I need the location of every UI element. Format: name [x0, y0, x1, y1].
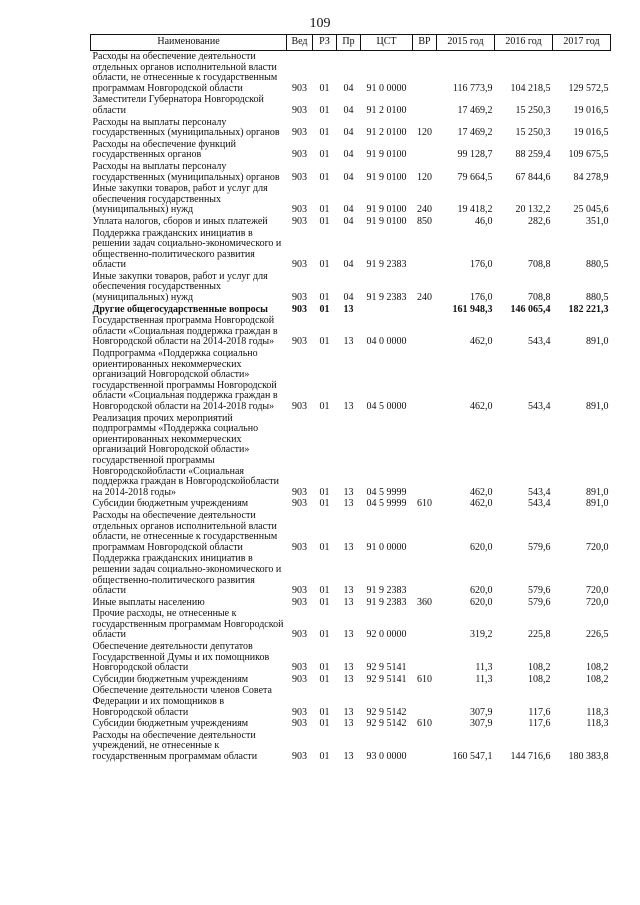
table-row	[91, 718, 611, 730]
ved-cell: 903	[292, 104, 307, 116]
cst-cell: 91 9 2383	[366, 596, 407, 608]
table-row	[91, 94, 611, 116]
table-row	[91, 315, 611, 348]
amount-2015-cell: 99 128,7	[457, 149, 493, 161]
amount-2017-cell: 25 045,6	[573, 204, 609, 216]
amount-2017-cell: 19 016,5	[573, 127, 609, 139]
ved-cell: 903	[292, 585, 307, 597]
amount-2016-cell: 117,6	[528, 718, 551, 730]
pr-cell: 04	[343, 127, 354, 139]
cst-cell: 93 0 0000	[366, 751, 407, 762]
pr-cell: 04	[343, 149, 354, 161]
amount-2017-cell: 880,5	[586, 292, 609, 304]
pr-cell: 04	[343, 82, 354, 94]
pr-cell: 13	[343, 706, 354, 718]
cst-cell: 04 5 9999	[366, 486, 407, 498]
amount-2015-cell: 462,0	[470, 336, 493, 348]
column-header-rz: РЗ	[313, 35, 337, 51]
name-cell: Государственная программа Новгородской области «Социальная поддержка граждан в Новгородской области на 2014-2018 годы»	[92, 315, 278, 348]
pr-cell: 13	[343, 629, 354, 641]
table-row	[91, 183, 611, 216]
amount-2016-cell: 579,6	[528, 541, 551, 553]
vr-cell: 120	[417, 127, 432, 139]
amount-2015-cell: 79 664,5	[457, 171, 493, 183]
amount-2017-cell: 84 278,9	[573, 171, 609, 183]
pr-cell: 04	[343, 204, 354, 216]
pr-cell: 13	[343, 751, 354, 762]
ved-cell: 903	[292, 149, 307, 161]
cst-cell: 91 0 0000	[366, 541, 407, 553]
cst-cell: 92 9 5142	[366, 706, 407, 718]
name-cell: Расходы на обеспечение деятельности отдельных органов исполнительной власти области, не отнесенные к государственным программам Новгородской области	[92, 51, 278, 94]
amount-2017-cell: 891,0	[586, 498, 609, 510]
cst-cell: 91 9 2383	[366, 585, 407, 597]
amount-2016-cell: 225,8	[528, 629, 551, 641]
pr-cell: 13	[343, 498, 354, 510]
cst-cell: 91 9 0100	[366, 149, 407, 161]
amount-2016-cell: 20 132,2	[515, 204, 551, 216]
pr-cell: 13	[343, 662, 354, 674]
amount-2015-cell: 11,3	[475, 662, 493, 674]
column-header-pr: Пр	[337, 35, 361, 51]
amount-2016-cell: 543,4	[528, 336, 551, 348]
vr-cell	[413, 641, 437, 674]
cst-cell: 92 9 5141	[366, 662, 407, 674]
rz-cell: 01	[319, 215, 330, 227]
amount-2017-cell: 891,0	[586, 486, 609, 498]
rz-cell: 01	[319, 82, 330, 94]
table-row	[91, 498, 611, 510]
amount-2016-cell: 282,6	[528, 215, 551, 227]
table-row	[91, 51, 611, 95]
name-cell: Расходы на обеспечение функций государственных органов	[92, 138, 236, 161]
vr-cell: 850	[417, 215, 432, 227]
ved-cell: 903	[292, 336, 307, 348]
vr-cell	[413, 51, 437, 95]
ved-cell: 903	[292, 215, 307, 227]
ved-cell: 903	[292, 204, 307, 216]
rz-cell: 01	[319, 585, 330, 597]
amount-2016-cell: 67 844,6	[515, 171, 551, 183]
amount-2015-cell: 116 773,9	[452, 82, 493, 94]
name-cell: Расходы на обеспечение деятельности учреждений, не отнесенные к государственным программам области	[92, 729, 258, 762]
amount-2017-cell: 720,0	[586, 596, 609, 608]
cst-cell: 91 9 2383	[366, 259, 407, 271]
amount-2015-cell: 176,0	[470, 292, 493, 304]
rz-cell: 01	[319, 292, 330, 304]
amount-2017-cell: 180 383,8	[568, 751, 609, 762]
vr-cell: 360	[417, 596, 432, 608]
vr-cell: 610	[417, 718, 432, 730]
ved-cell: 903	[292, 751, 307, 762]
table-row	[91, 139, 611, 161]
budget-table	[90, 34, 611, 763]
amount-2017-cell: 109 675,5	[568, 149, 609, 161]
rz-cell: 01	[319, 336, 330, 348]
name-cell: Расходы на выплаты персоналу государственных (муниципальных) органов	[92, 160, 280, 183]
ved-cell: 903	[292, 706, 307, 718]
rz-cell: 01	[319, 541, 330, 553]
amount-2015-cell: 462,0	[470, 401, 493, 412]
cst-cell: 91 2 0100	[366, 127, 407, 139]
cst-cell: 91 9 0100	[366, 204, 407, 216]
pr-cell: 04	[343, 215, 354, 227]
rz-cell: 01	[319, 673, 330, 685]
name-cell: Прочие расходы, не отнесенные к государственным программам Новгородской области	[92, 608, 284, 641]
amount-2017-cell: 118,3	[586, 718, 609, 730]
table-row	[91, 553, 611, 596]
amount-2015-cell: 17 469,2	[457, 104, 493, 116]
table-row	[91, 271, 611, 304]
column-header-2015: 2015 год	[437, 35, 495, 51]
vr-cell	[413, 94, 437, 116]
table-row	[91, 216, 611, 228]
table-row	[91, 641, 611, 674]
name-cell: Обеспечение деятельности депутатов Государственной Думы и их помощников Новгородской области	[92, 641, 270, 674]
name-cell: Расходы на выплаты персоналу государственных (муниципальных) органов	[92, 116, 280, 139]
ved-cell: 903	[292, 127, 307, 139]
table-row	[91, 597, 611, 609]
amount-2015-cell: 161 948,3	[452, 303, 493, 315]
table-header-row	[91, 35, 611, 51]
cst-cell: 92 9 5141	[366, 673, 407, 685]
cst-cell	[361, 304, 413, 316]
rz-cell: 01	[319, 706, 330, 718]
amount-2017-cell: 891,0	[586, 336, 609, 348]
page-number: 109	[309, 16, 331, 31]
vr-cell: 240	[417, 204, 432, 216]
cst-cell: 04 5 9999	[366, 498, 407, 510]
amount-2016-cell: 708,8	[528, 292, 551, 304]
amount-2015-cell: 11,3	[475, 673, 493, 685]
table-row	[91, 117, 611, 139]
amount-2015-cell: 462,0	[470, 498, 493, 510]
vr-cell	[413, 304, 437, 316]
ved-cell: 903	[292, 541, 307, 553]
amount-2016-cell: 543,4	[528, 498, 551, 510]
vr-cell: 120	[417, 171, 432, 183]
amount-2015-cell: 462,0	[470, 486, 493, 498]
name-cell: Иные закупки товаров, работ и услуг для обеспечения государственных (муниципальных) нужд	[92, 270, 268, 304]
cst-cell: 91 9 0100	[366, 171, 407, 183]
pr-cell: 13	[343, 336, 354, 348]
rz-cell: 01	[319, 662, 330, 674]
amount-2015-cell: 620,0	[470, 541, 493, 553]
vr-cell: 240	[417, 292, 432, 304]
table-row	[91, 730, 611, 763]
rz-cell: 01	[319, 401, 330, 412]
table-row	[91, 685, 611, 718]
table-row	[91, 413, 611, 499]
cst-cell: 91 9 2383	[366, 292, 407, 304]
column-header-cst: ЦСТ	[361, 35, 413, 51]
ved-cell: 903	[292, 662, 307, 674]
column-header-2016: 2016 год	[495, 35, 553, 51]
amount-2017-cell: 720,0	[586, 585, 609, 597]
name-cell: Расходы на обеспечение деятельности отдельных органов исполнительной власти области, не отнесенные к государственным программам Новгородской области	[92, 509, 278, 553]
amount-2015-cell: 160 547,1	[452, 751, 493, 762]
amount-2016-cell: 15 250,3	[515, 104, 551, 116]
column-header-ved: Вед	[287, 35, 313, 51]
table-row	[91, 608, 611, 641]
vr-cell	[413, 553, 437, 596]
amount-2016-cell: 579,6	[528, 585, 551, 597]
pr-cell: 13	[343, 718, 354, 730]
table-body	[91, 51, 611, 763]
rz-cell: 01	[319, 498, 330, 510]
amount-2017-cell: 351,0	[586, 215, 609, 227]
amount-2017-cell: 226,5	[586, 629, 609, 641]
vr-cell	[413, 315, 437, 348]
cst-cell: 91 0 0000	[366, 82, 407, 94]
column-header-vr: ВР	[413, 35, 437, 51]
amount-2017-cell: 129 572,5	[568, 82, 609, 94]
name-cell: Обеспечение деятельности членов Совета Федерации и их помощников в Новгородской области	[92, 685, 272, 718]
amount-2016-cell: 579,6	[528, 596, 551, 608]
vr-cell	[413, 685, 437, 718]
table-row	[91, 510, 611, 553]
amount-2016-cell: 708,8	[528, 259, 551, 271]
table-row	[91, 304, 611, 316]
rz-cell: 01	[319, 596, 330, 608]
pr-cell: 13	[343, 401, 354, 412]
ved-cell: 903	[292, 401, 307, 412]
column-header-name: Наименование	[91, 35, 287, 51]
amount-2015-cell: 307,9	[470, 706, 493, 718]
cst-cell: 91 9 0100	[366, 215, 407, 227]
vr-cell: 610	[417, 498, 432, 510]
amount-2016-cell: 108,2	[528, 673, 551, 685]
amount-2016-cell: 144 716,6	[510, 751, 551, 762]
amount-2016-cell: 117,6	[528, 706, 551, 718]
name-cell: Поддержка гражданских инициатив в решении задач социально-экономического и общественно-политического развития области	[92, 227, 282, 271]
ved-cell: 903	[292, 718, 307, 730]
ved-cell: 903	[292, 292, 307, 304]
pr-cell: 13	[343, 673, 354, 685]
amount-2015-cell: 319,2	[470, 629, 493, 641]
table-row	[91, 161, 611, 183]
cst-cell: 92 9 5142	[366, 718, 407, 730]
amount-2017-cell: 891,0	[586, 401, 609, 412]
rz-cell: 01	[319, 149, 330, 161]
amount-2015-cell: 307,9	[470, 718, 493, 730]
name-cell: Поддержка гражданских инициатив в решении задач социально-экономического и общественно-политического развития области	[92, 553, 282, 597]
amount-2016-cell: 543,4	[528, 486, 551, 498]
vr-cell	[413, 510, 437, 553]
cst-cell: 04 5 0000	[366, 401, 407, 412]
amount-2017-cell: 19 016,5	[573, 104, 609, 116]
amount-2016-cell: 543,4	[528, 401, 551, 412]
rz-cell: 01	[319, 259, 330, 271]
amount-2017-cell: 880,5	[586, 259, 609, 271]
table-row	[91, 348, 611, 413]
vr-cell	[413, 348, 437, 413]
vr-cell	[413, 608, 437, 641]
rz-cell: 01	[319, 718, 330, 730]
name-cell: Уплата налогов, сборов и иных платежей	[92, 215, 268, 227]
rz-cell: 01	[319, 127, 330, 139]
name-cell: Иные закупки товаров, работ и услуг для обеспечения государственных (муниципальных) нужд	[92, 183, 268, 216]
amount-2017-cell: 118,3	[586, 706, 609, 718]
ved-cell: 903	[292, 486, 307, 498]
rz-cell: 01	[319, 104, 330, 116]
vr-cell	[413, 730, 437, 763]
pr-cell: 13	[343, 541, 354, 553]
vr-cell: 610	[417, 673, 432, 685]
amount-2015-cell: 176,0	[470, 259, 493, 271]
rz-cell: 01	[319, 204, 330, 216]
amount-2015-cell: 620,0	[470, 596, 493, 608]
name-cell: Субсидии бюджетным учреждениям	[92, 718, 249, 730]
ved-cell: 903	[292, 498, 307, 510]
ved-cell: 903	[292, 629, 307, 641]
pr-cell: 13	[343, 585, 354, 597]
rz-cell: 01	[319, 751, 330, 762]
vr-cell	[413, 413, 437, 499]
name-cell: Иные выплаты населению	[92, 596, 205, 608]
rz-cell: 01	[319, 171, 330, 183]
pr-cell: 04	[343, 292, 354, 304]
ved-cell: 903	[292, 303, 307, 315]
amount-2015-cell: 17 469,2	[457, 127, 493, 139]
cst-cell: 92 0 0000	[366, 629, 407, 641]
amount-2016-cell: 146 065,4	[510, 303, 551, 315]
ved-cell: 903	[292, 82, 307, 94]
pr-cell: 04	[343, 259, 354, 271]
ved-cell: 903	[292, 673, 307, 685]
amount-2015-cell: 620,0	[470, 585, 493, 597]
column-header-2017: 2017 год	[553, 35, 611, 51]
rz-cell: 01	[319, 629, 330, 641]
amount-2016-cell: 88 259,4	[515, 149, 551, 161]
pr-cell: 04	[343, 171, 354, 183]
cst-cell: 04 0 0000	[366, 336, 407, 348]
amount-2016-cell: 104 218,5	[510, 82, 551, 94]
rz-cell: 01	[319, 486, 330, 498]
name-cell: Субсидии бюджетным учреждениям	[92, 673, 249, 685]
name-cell: Подпрограмма «Поддержка социально ориентированных некоммерческих организаций Новгородской области» государственной программы Новгородской области «Социальная поддержка граждан в Новгородской области на 2014-2018 годы»	[92, 348, 278, 412]
amount-2015-cell: 46,0	[475, 215, 493, 227]
amount-2017-cell: 182 221,3	[568, 303, 609, 315]
pr-cell: 04	[343, 104, 354, 116]
amount-2017-cell: 720,0	[586, 541, 609, 553]
amount-2015-cell: 19 418,2	[457, 204, 493, 216]
rz-cell: 01	[319, 303, 330, 315]
ved-cell: 903	[292, 171, 307, 183]
table-row	[91, 228, 611, 271]
amount-2017-cell: 108,2	[586, 662, 609, 674]
amount-2017-cell: 108,2	[586, 673, 609, 685]
name-cell: Другие общегосударственные вопросы	[92, 303, 268, 315]
amount-2016-cell: 108,2	[528, 662, 551, 674]
pr-cell: 13	[343, 486, 354, 498]
ved-cell: 903	[292, 259, 307, 271]
pr-cell: 13	[343, 596, 354, 608]
name-cell: Заместители Губернатора Новгородской области	[92, 94, 264, 116]
cst-cell: 91 2 0100	[366, 104, 407, 116]
amount-2016-cell: 15 250,3	[515, 127, 551, 139]
vr-cell	[413, 228, 437, 271]
name-cell: Субсидии бюджетным учреждениям	[92, 498, 249, 510]
ved-cell: 903	[292, 596, 307, 608]
pr-cell: 13	[343, 303, 354, 315]
vr-cell	[413, 139, 437, 161]
table-row	[91, 674, 611, 686]
name-cell: Реализация прочих мероприятий подпрограммы «Поддержка социально ориентированных некоммерческих организаций Новгородской области» государственной программы Новгородскойобласти «Социальная поддержка граждан в Новгородскойобласти на 2014-2018 годы»	[92, 412, 279, 498]
